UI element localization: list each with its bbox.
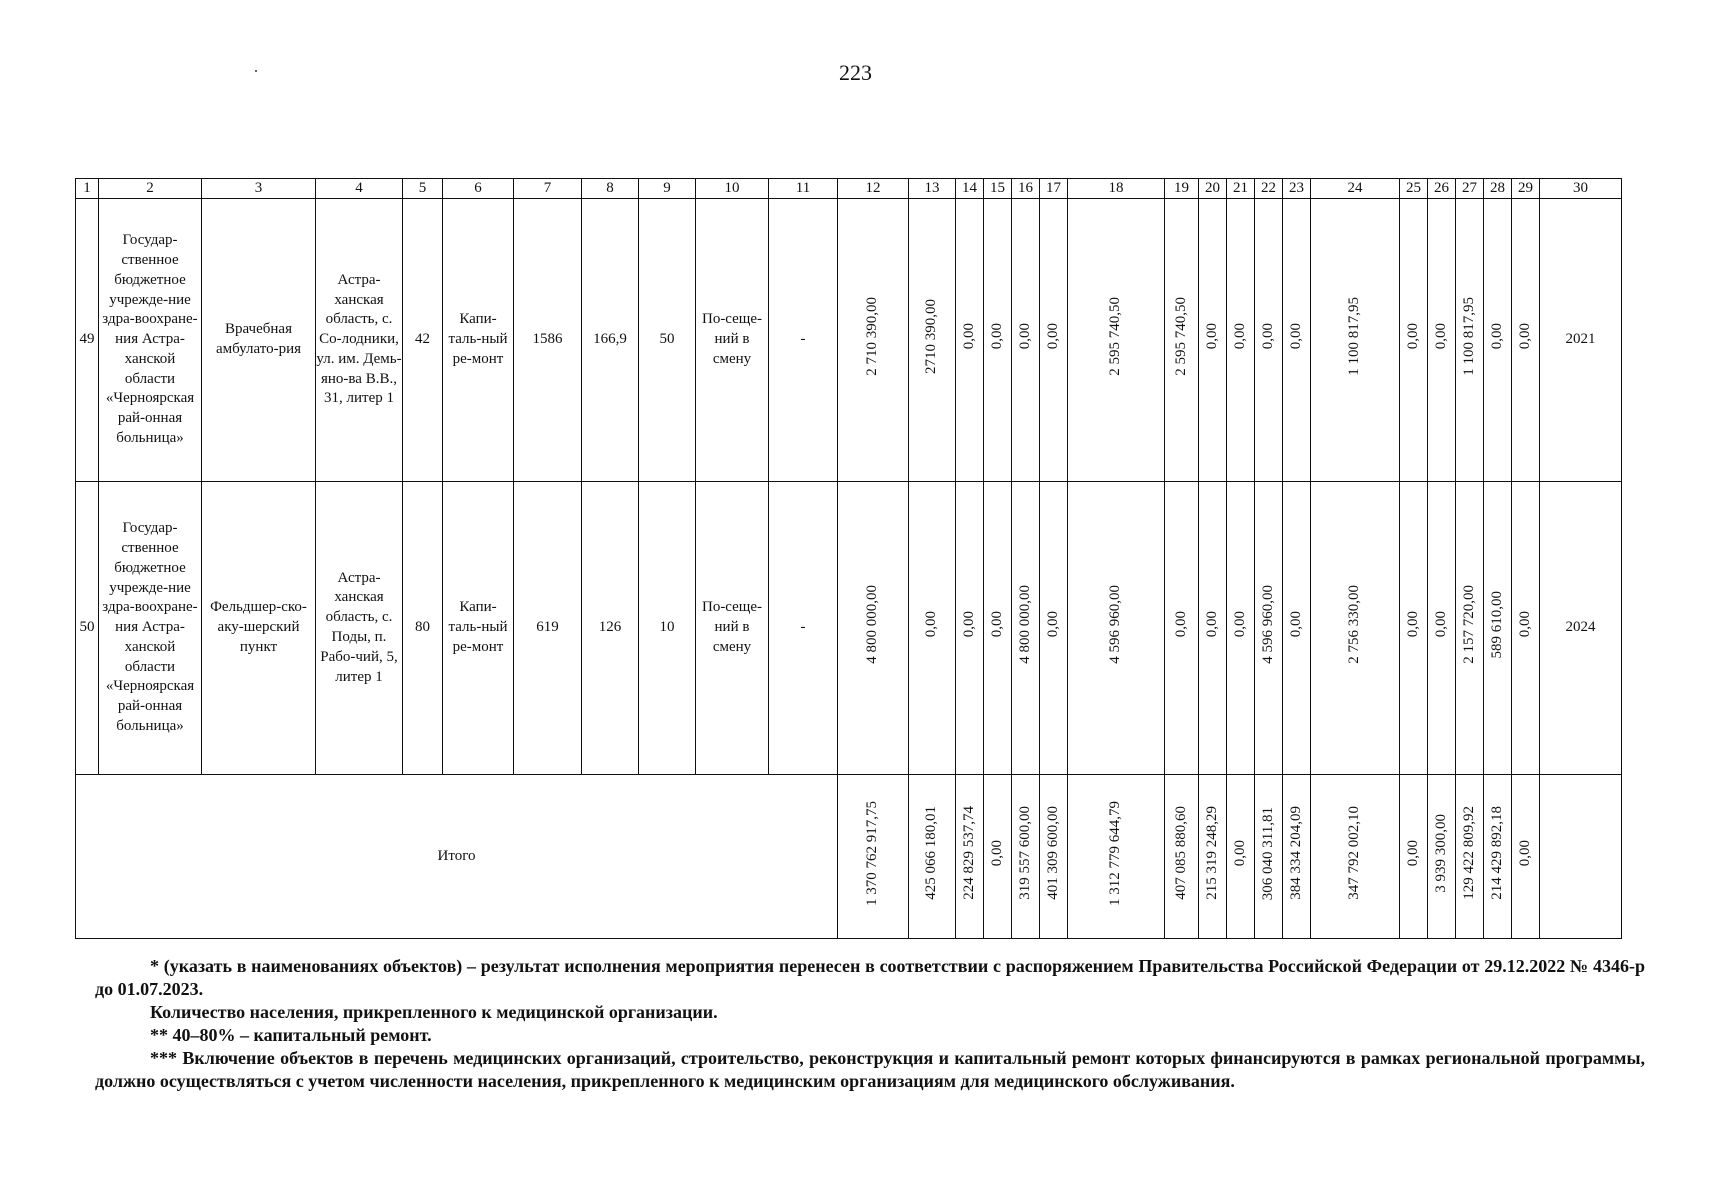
footnotes	[95, 955, 1645, 1093]
total-c29: 0,00	[1516, 839, 1533, 867]
amount-c14: 0,00	[960, 611, 977, 638]
col-num-16: 16	[1012, 179, 1040, 199]
amount-c22: 4 596 960,00	[1259, 585, 1276, 664]
total-c24: 347 792 002,10	[1346, 806, 1363, 900]
amount-c21: 0,00	[1231, 323, 1248, 350]
amount-c29: 0,00	[1516, 611, 1533, 638]
footnote-2: Количество населения, прикрепленного к медицинской организации.	[150, 1002, 718, 1022]
amount-c12: 2 710 390,00	[864, 297, 881, 376]
col-num-24: 24	[1311, 179, 1400, 199]
amount-c23: 0,00	[1287, 611, 1304, 638]
amount-c12: 4 800 000,00	[864, 585, 881, 664]
cell-c5: 42	[403, 199, 443, 482]
amount-c17: 0,00	[1044, 323, 1061, 350]
objects-table	[75, 178, 1622, 939]
amount-c17: 0,00	[1044, 611, 1061, 638]
capacity-unit: По-сеще-ний в смену	[696, 199, 769, 482]
col-num-26: 26	[1428, 179, 1456, 199]
col-num-7: 7	[514, 179, 582, 199]
col-num-1: 1	[76, 179, 99, 199]
work-type: Капи-таль-ный ре-монт	[443, 482, 514, 775]
amount-c27: 2 157 720,00	[1460, 585, 1477, 664]
amount-c16: 4 800 000,00	[1016, 585, 1033, 664]
total-row	[76, 775, 1622, 939]
col-num-8: 8	[582, 179, 639, 199]
total-c22: 306 040 311,81	[1259, 806, 1276, 900]
amount-c26: 0,00	[1432, 323, 1449, 350]
object-name: Врачебная амбулато-рия	[202, 199, 316, 482]
cell-c8: 126	[582, 482, 639, 775]
object-address: Астра-ханская область, с. Со-лодники, ул. им. Демь-яно-ва В.В., 31, литер 1	[316, 199, 403, 482]
table-row	[76, 482, 1622, 775]
amount-c24: 1 100 817,95	[1346, 297, 1363, 376]
total-c17: 401 309 600,00	[1044, 806, 1061, 900]
amount-c25: 0,00	[1404, 323, 1421, 350]
col-num-5: 5	[403, 179, 443, 199]
cell-c8: 166,9	[582, 199, 639, 482]
col-num-19: 19	[1165, 179, 1199, 199]
col-num-25: 25	[1400, 179, 1428, 199]
scan-speck	[255, 70, 257, 72]
amount-c20: 0,00	[1203, 323, 1220, 350]
cell-c9: 50	[639, 199, 696, 482]
amount-c26: 0,00	[1432, 611, 1449, 638]
total-c13: 425 066 180,01	[923, 806, 940, 900]
col-num-15: 15	[984, 179, 1012, 199]
total-c25: 0,00	[1404, 839, 1421, 867]
cell-c7: 619	[514, 482, 582, 775]
amount-c19: 2 595 740,50	[1172, 297, 1189, 376]
amount-c29: 0,00	[1516, 323, 1533, 350]
object-name: Фельдшер-ско-аку-шерский пункт	[202, 482, 316, 775]
col-num-4: 4	[316, 179, 403, 199]
work-type: Капи-таль-ный ре-монт	[443, 199, 514, 482]
col-num-6: 6	[443, 179, 514, 199]
row-number: 49	[76, 199, 99, 482]
col-num-29: 29	[1512, 179, 1540, 199]
total-c12: 1 370 762 917,75	[864, 800, 881, 906]
col-num-28: 28	[1484, 179, 1512, 199]
col-num-9: 9	[639, 179, 696, 199]
total-c16: 319 557 600,00	[1016, 806, 1033, 900]
amount-c15: 0,00	[988, 323, 1005, 350]
col-num-2: 2	[99, 179, 202, 199]
cell-c11: -	[769, 199, 838, 482]
cell-c9: 10	[639, 482, 696, 775]
col-num-11: 11	[769, 179, 838, 199]
total-c23: 384 334 204,09	[1287, 806, 1304, 900]
year: 2021	[1540, 199, 1622, 482]
col-num-13: 13	[909, 179, 956, 199]
cell-c5: 80	[403, 482, 443, 775]
amount-c21: 0,00	[1231, 611, 1248, 638]
amount-c18: 2 595 740,50	[1107, 297, 1124, 376]
col-num-21: 21	[1227, 179, 1255, 199]
table-row	[76, 199, 1622, 482]
total-c27: 129 422 809,92	[1460, 806, 1477, 900]
amount-c13: 0,00	[923, 611, 940, 638]
col-num-27: 27	[1456, 179, 1484, 199]
footnote-1: * (указать в наименованиях объектов) – результат исполнения мероприятия перенесен в соответствии с распоряжением Правительства Российской Федерации от 29.12.2022 № 4346-р до 01.07.2023.	[95, 956, 1645, 999]
total-c20: 215 319 248,29	[1203, 806, 1220, 900]
col-num-30: 30	[1540, 179, 1622, 199]
year: 2024	[1540, 482, 1622, 775]
total-label: Итого	[76, 775, 838, 939]
amount-c15: 0,00	[988, 611, 1005, 638]
amount-c20: 0,00	[1203, 611, 1220, 638]
amount-c28: 589 610,00	[1488, 590, 1505, 659]
col-num-12: 12	[838, 179, 909, 199]
amount-c19: 0,00	[1172, 611, 1189, 638]
col-num-20: 20	[1199, 179, 1227, 199]
total-c26: 3 939 300,00	[1432, 813, 1449, 893]
total-c21: 0,00	[1231, 839, 1248, 867]
row-number: 50	[76, 482, 99, 775]
total-c14: 224 829 537,74	[960, 806, 977, 900]
amount-c28: 0,00	[1488, 323, 1505, 350]
col-num-17: 17	[1040, 179, 1068, 199]
amount-c22: 0,00	[1259, 323, 1276, 350]
col-num-10: 10	[696, 179, 769, 199]
footnote-3: ** 40–80% – капитальный ремонт.	[150, 1025, 432, 1045]
col-num-3: 3	[202, 179, 316, 199]
amount-c16: 0,00	[1016, 323, 1033, 350]
institution-name: Государ-ственное бюджетное учрежде-ние здра-воохране-ния Астра-ханской области «Черноярская рай-онная больница»	[99, 199, 202, 482]
page-number: 223	[839, 60, 872, 85]
amount-c13: 2710 390,00	[923, 299, 940, 375]
amount-c25: 0,00	[1404, 611, 1421, 638]
col-num-14: 14	[956, 179, 984, 199]
footnote-4: *** Включение объектов в перечень медицинских организаций, строительство, реконструкция и капитальный ремонт которых финансируются в рамках региональной программы, должно осуществляться с учетом численности населения, прикрепленного к медицинским организациям для медицинского обслуживания.	[95, 1048, 1645, 1091]
total-c15: 0,00	[988, 839, 1005, 867]
object-address: Астра-ханская область, с. Поды, п. Рабо-чий, 5, литер 1	[316, 482, 403, 775]
cell-c11: -	[769, 482, 838, 775]
amount-c23: 0,00	[1287, 323, 1304, 350]
col-num-23: 23	[1283, 179, 1311, 199]
amount-c24: 2 756 330,00	[1346, 585, 1363, 664]
amount-c27: 1 100 817,95	[1460, 297, 1477, 376]
institution-name: Государ-ственное бюджетное учрежде-ние здра-воохране-ния Астра-ханской области «Черноярская рай-онная больница»	[99, 482, 202, 775]
total-c18: 1 312 779 644,79	[1107, 800, 1124, 906]
column-number-row	[76, 179, 1622, 199]
total-c28: 214 429 892,18	[1488, 806, 1505, 900]
amount-c18: 4 596 960,00	[1107, 585, 1124, 664]
amount-c14: 0,00	[960, 323, 977, 350]
col-num-22: 22	[1255, 179, 1283, 199]
cell-c7: 1586	[514, 199, 582, 482]
total-c19: 407 085 880,60	[1172, 806, 1189, 900]
capacity-unit: По-сеще-ний в смену	[696, 482, 769, 775]
total-c30-empty	[1540, 775, 1622, 939]
col-num-18: 18	[1068, 179, 1165, 199]
